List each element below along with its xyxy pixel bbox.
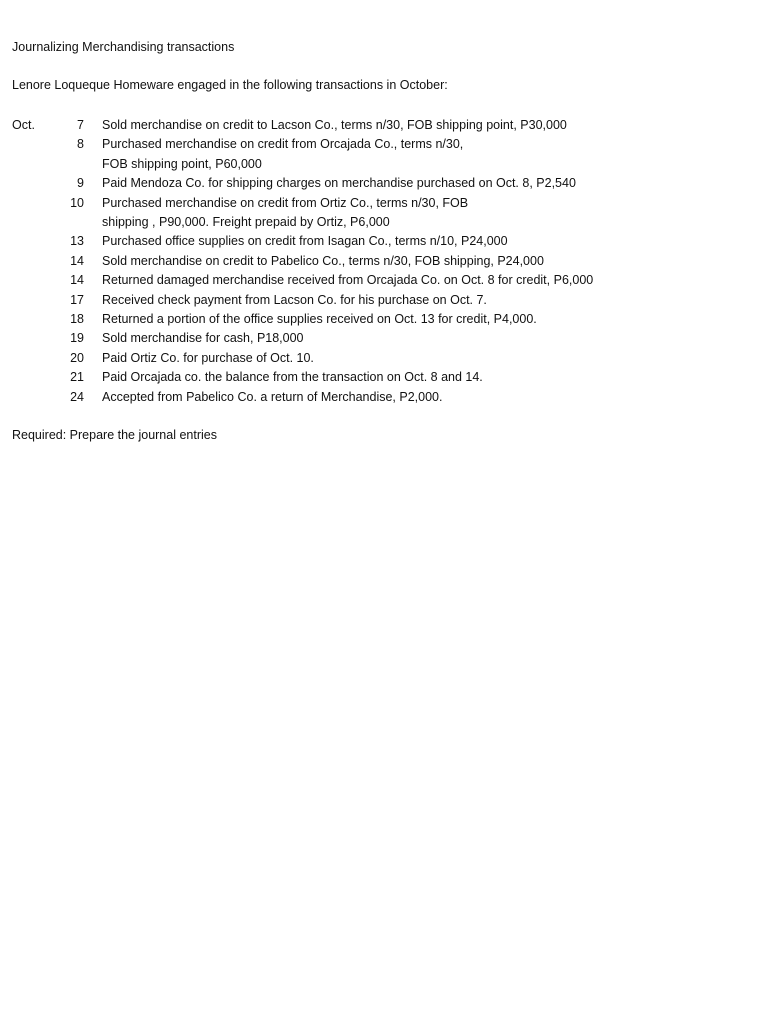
transaction-day: 14 bbox=[70, 253, 84, 268]
transaction-description: FOB shipping point, P60,000 bbox=[102, 156, 262, 171]
transaction-row bbox=[12, 310, 752, 329]
transaction-description: Paid Orcajada co. the balance from the transaction on Oct. 8 and 14. bbox=[102, 370, 483, 385]
transaction-description: Sold merchandise on credit to Pabelico Co., terms n/30, FOB shipping, P24,000 bbox=[102, 253, 544, 268]
transaction-row bbox=[12, 349, 752, 368]
transaction-row bbox=[12, 213, 752, 232]
transaction-row bbox=[12, 194, 752, 213]
transaction-description: Received check payment from Lacson Co. for his purchase on Oct. 7. bbox=[102, 292, 487, 307]
transaction-day: 14 bbox=[70, 273, 84, 288]
transaction-description: Returned damaged merchandise received from Orcajada Co. on Oct. 8 for credit, P6,000 bbox=[102, 273, 594, 288]
transaction-description: Paid Mendoza Co. for shipping charges on merchandise purchased on Oct. 8, P2,540 bbox=[102, 176, 576, 191]
transaction-day: 20 bbox=[70, 350, 84, 365]
transaction-row bbox=[12, 271, 752, 290]
transaction-row bbox=[12, 155, 752, 174]
transaction-day: 10 bbox=[70, 195, 84, 210]
transaction-month: Oct. bbox=[12, 118, 35, 132]
transaction-description: shipping , P90,000. Freight prepaid by Ortiz, P6,000 bbox=[102, 215, 390, 230]
transaction-list bbox=[12, 116, 752, 407]
transaction-description: Accepted from Pabelico Co. a return of Merchandise, P2,000. bbox=[102, 389, 443, 404]
intro-text: Lenore Loqueque Homeware engaged in the following transactions in October: bbox=[12, 78, 448, 92]
transaction-day: 7 bbox=[77, 118, 84, 132]
transaction-row bbox=[12, 232, 752, 251]
transaction-row bbox=[12, 135, 752, 154]
transaction-day: 19 bbox=[70, 331, 84, 346]
transaction-row bbox=[12, 388, 752, 407]
transaction-day: 8 bbox=[77, 137, 84, 152]
transaction-day: 9 bbox=[77, 176, 84, 191]
transaction-description: Purchased merchandise on credit from Ortiz Co., terms n/30, FOB bbox=[102, 195, 469, 210]
transaction-day: 13 bbox=[70, 234, 84, 249]
transaction-description: Purchased merchandise on credit from Orcajada Co., terms n/30, bbox=[102, 137, 464, 152]
transaction-day: 18 bbox=[70, 312, 84, 327]
transaction-description: Sold merchandise for cash, P18,000 bbox=[102, 331, 304, 346]
transaction-row bbox=[12, 329, 752, 348]
transaction-day: 17 bbox=[70, 292, 84, 307]
transaction-row bbox=[12, 174, 752, 193]
transaction-day: 21 bbox=[70, 370, 84, 385]
transaction-day: 24 bbox=[70, 389, 84, 404]
transaction-description: Sold merchandise on credit to Lacson Co., terms n/30, FOB shipping point, P30,000 bbox=[102, 118, 567, 132]
document-title: Journalizing Merchandising transactions bbox=[12, 40, 235, 54]
required-instruction: Required: Prepare the journal entries bbox=[12, 428, 217, 442]
transaction-row bbox=[12, 291, 752, 310]
transaction-description: Paid Ortiz Co. for purchase of Oct. 10. bbox=[102, 350, 314, 365]
transaction-row bbox=[12, 252, 752, 271]
transaction-description: Purchased office supplies on credit from Isagan Co., terms n/10, P24,000 bbox=[102, 234, 508, 249]
transaction-description: Returned a portion of the office supplies received on Oct. 13 for credit, P4,000. bbox=[102, 312, 537, 327]
transaction-row bbox=[12, 116, 752, 135]
transaction-row bbox=[12, 368, 752, 387]
